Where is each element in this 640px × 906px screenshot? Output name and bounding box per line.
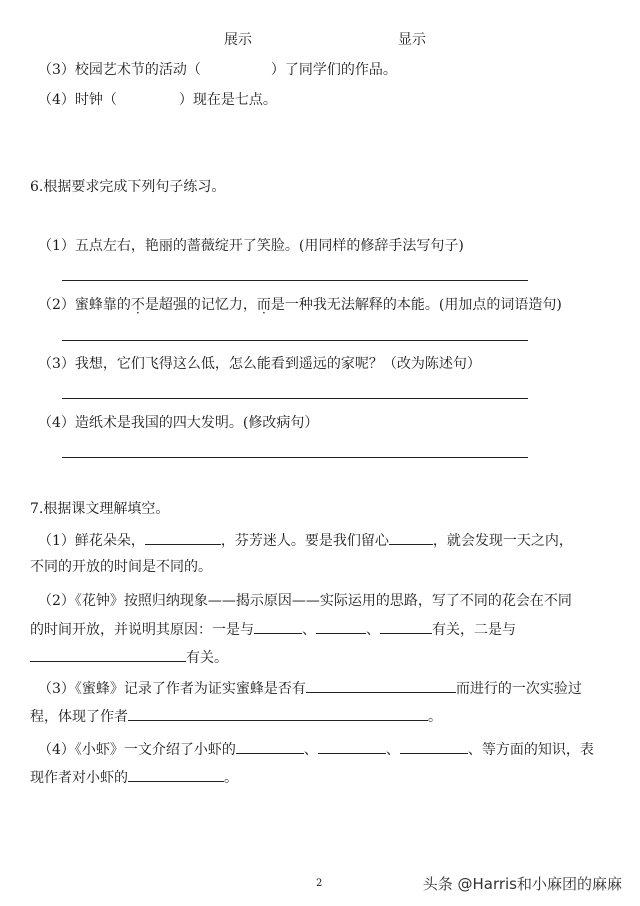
q7-line-8 [38, 739, 594, 760]
q7-blank-4[interactable] [316, 619, 366, 634]
q7-l8-sep-2: 、 [385, 742, 400, 758]
q7-line-6 [38, 678, 582, 699]
q5-item-4 [38, 90, 277, 110]
q7-line-4 [30, 619, 516, 640]
word-option-2: 显示 [398, 32, 426, 48]
q7-l4-text-d: 有关，二是与 [432, 622, 516, 638]
word-option-1: 展示 [224, 32, 252, 48]
q7-blank-11[interactable] [400, 739, 468, 754]
q6-item-3: （3）我想，它们飞得这么低，怎么能看到遥远的家呢？（改为陈述句） [38, 356, 481, 372]
q6-answer-line-3[interactable] [62, 398, 528, 399]
q7-l9-text-b: 。 [224, 770, 238, 786]
q7-l5-text: 有关。 [186, 650, 228, 666]
q7-l7-text-a: 程，体现了作者 [30, 709, 128, 725]
q7-l1-text-c: ，就会发现一天之内， [432, 533, 573, 549]
q6-item-2-dot-word-1: 不 [130, 297, 145, 313]
q7-line-9 [30, 767, 238, 788]
q7-l1-text-b: ，芬芳迷人。要是我们留心 [220, 533, 389, 549]
q7-l1-text-a: （1）鲜花朵朵， [38, 533, 145, 549]
q6-item-2 [38, 295, 562, 315]
q6-title: 6.根据要求完成下列句子练习。 [30, 179, 226, 195]
q6-answer-line-2[interactable] [62, 340, 528, 341]
q7-l8-sep-1: 、 [303, 742, 318, 758]
q7-l4-sep-2: 、 [366, 622, 380, 638]
q5-item-4-prefix: （4）时钟（ [38, 92, 117, 108]
q7-l8-text-d: 、等方面的知识，表 [467, 742, 594, 758]
q7-line-3: （2）《花钟》按照归纳现象——揭示原因——实际运用的思路，写了不同的花会在不同 [38, 593, 572, 609]
q6-answer-line-1[interactable] [62, 280, 528, 281]
watermark: 头条 @Harris和小麻团的麻麻 [422, 875, 622, 893]
q7-line-7 [30, 706, 442, 727]
q7-l4-text-a: 的时间开放，并说明其原因：一是与 [30, 622, 254, 638]
q6-item-4: （4）造纸术是我国的四大发明。(修改病句） [38, 415, 319, 431]
q7-line-2: 不同的开放的时间是不同的。 [30, 559, 212, 575]
q6-answer-line-4[interactable] [62, 457, 528, 458]
q7-blank-5[interactable] [380, 619, 432, 634]
q7-l4-sep-1: 、 [302, 622, 316, 638]
q5-item-3-suffix: ）了同学们的作品。 [270, 62, 397, 78]
page-number: 2 [316, 878, 323, 889]
q5-item-3-prefix: （3）校园艺术节的活动（ [38, 62, 201, 78]
q5-item-4-suffix: ）现在是七点。 [178, 92, 277, 108]
q6-item-2-dot-word-2: 而 [256, 297, 271, 313]
q7-l8-text-a: （4）《小虾》一文介绍了小虾的 [38, 742, 236, 758]
q6-item-1: （1）五点左右，艳丽的蔷薇绽开了笑脸。(用同样的修辞手法写句子) [38, 238, 464, 254]
q6-item-2-c: 是一种我无法解释的本能。(用加点的词语造句) [270, 297, 562, 313]
q7-blank-9[interactable] [236, 739, 304, 754]
q7-blank-10[interactable] [318, 739, 386, 754]
q7-blank-1[interactable] [145, 530, 221, 545]
q7-blank-12[interactable] [128, 767, 224, 782]
q7-l7-text-b: 。 [428, 709, 442, 725]
q7-title: 7.根据课文理解填空。 [30, 501, 170, 517]
q6-item-2-a: （2）蜜蜂靠的 [38, 297, 131, 313]
q7-blank-2[interactable] [389, 530, 433, 545]
q7-blank-6[interactable] [30, 647, 186, 662]
q7-blank-3[interactable] [254, 619, 302, 634]
q7-l6-text-a: （3）《蜜蜂》记录了作者为证实蜜蜂是否有 [38, 681, 306, 697]
q7-blank-8[interactable] [128, 706, 428, 721]
q7-line-1 [38, 530, 573, 551]
q7-l9-text-a: 现作者对小虾的 [30, 770, 128, 786]
q6-item-2-b: 是超强的记忆力， [144, 297, 257, 313]
q7-line-5 [30, 647, 228, 668]
q7-blank-7[interactable] [306, 678, 456, 693]
q5-item-3 [38, 60, 397, 80]
q7-l6-text-b: 而进行的一次实验过 [455, 681, 582, 697]
